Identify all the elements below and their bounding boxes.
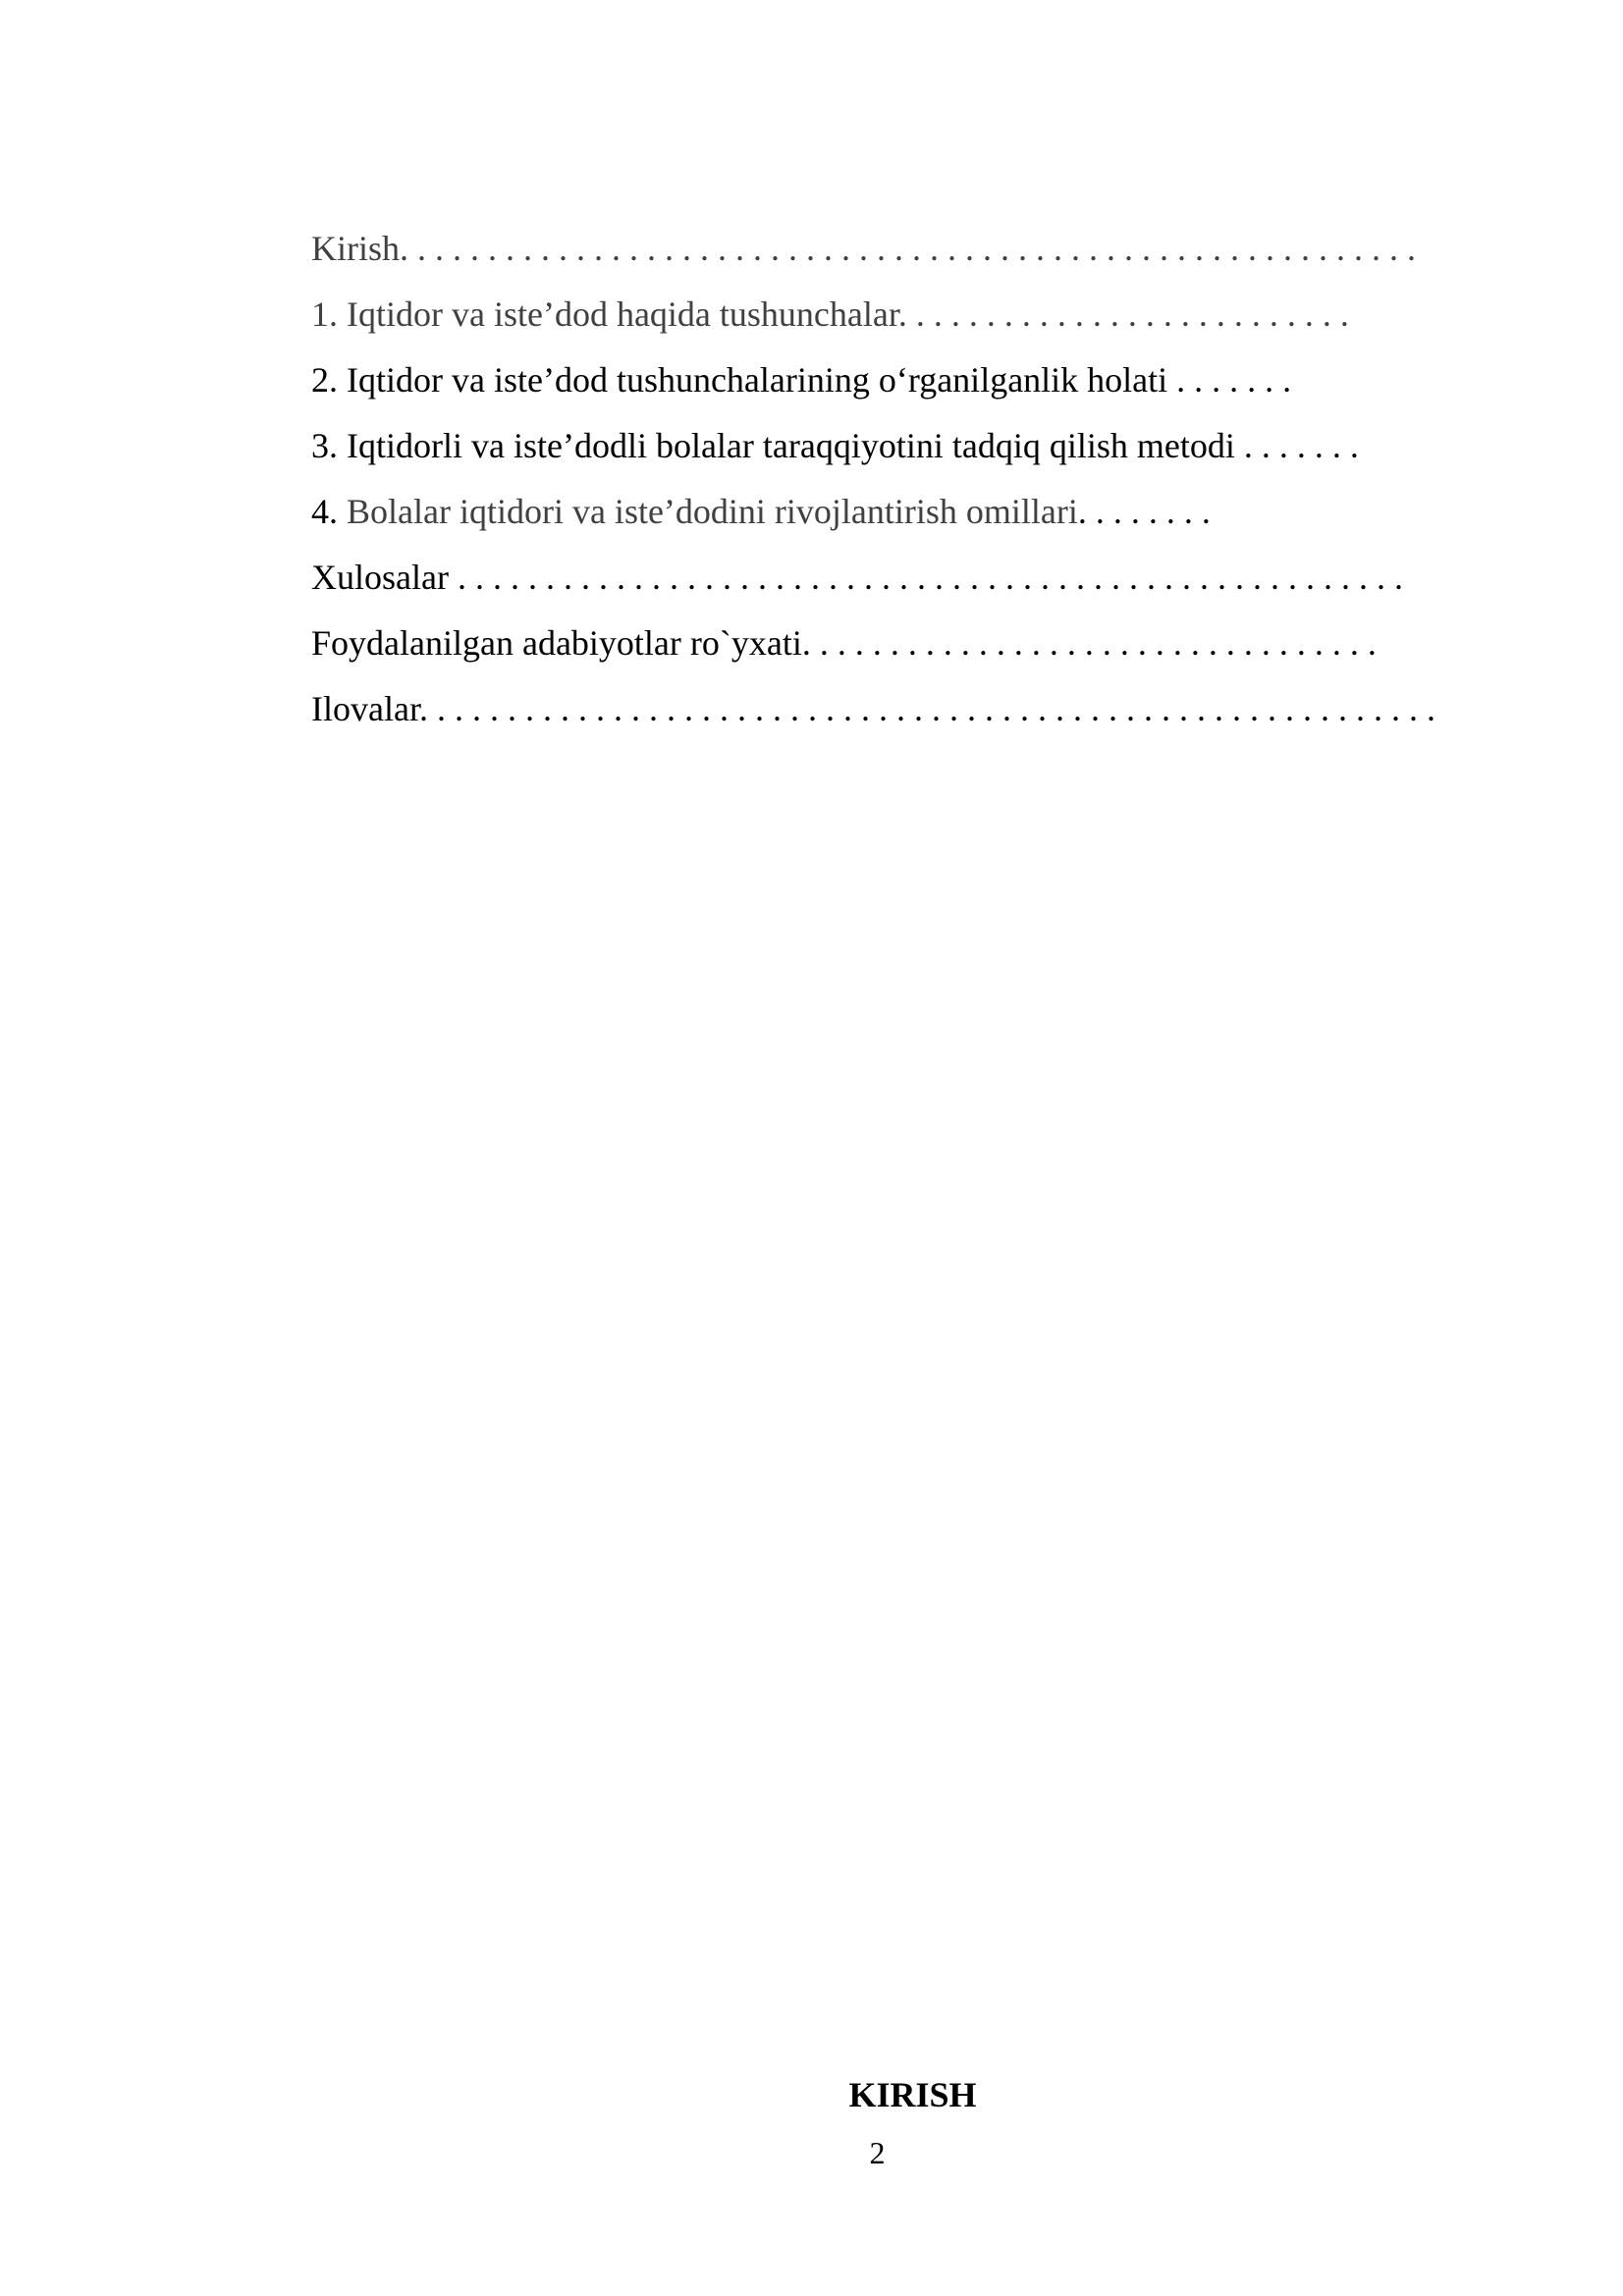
toc-entry-leader: . . . . . . . [1234,426,1359,465]
toc-entry-number: 2. [311,360,338,400]
toc-entry-kirish [311,216,1489,282]
toc-entry-title: Iqtidor va iste’dod haqida tushunchalar [338,294,898,334]
toc-entry-leader: . . . . . . . . . . . . . . . . . . . . . . . . . . . . . . . . . . . . . . . . . . . . . . . . . . . . . . . . . . [400,229,1416,268]
toc-entry-2 [311,347,1489,413]
toc-entry-ilovalar [311,676,1489,742]
toc-entry-title: Bolalar iqtidori va iste’dodini rivojlantirish omillari [338,492,1078,531]
toc-entry-number: 3. [311,426,338,465]
toc-entry-title: Iqtidorli va iste’dodli bolalar taraqqiyotini tadqiq qilish metodi [338,426,1235,465]
section-heading: KIRISH [848,2075,977,2114]
toc-entry-title: Xulosalar [311,558,449,597]
toc-entry-leader: . . . . . . . . . . . . . . . . . . . . . . . . . . . . . . . . . [801,623,1377,663]
page-number: 2 [869,2135,886,2170]
toc-entry-title: Kirish [311,229,400,268]
toc-entry-leader: . . . . . . . [1167,360,1292,400]
toc-entry-leader: . . . . . . . . . . . . . . . . . . . . . . . . . . [897,294,1349,334]
toc-entry-number: 1. [311,294,338,334]
table-of-contents [311,216,1489,742]
toc-entry-leader: . . . . . . . . . . . . . . . . . . . . . . . . . . . . . . . . . . . . . . . . . . . . . . . . . . . . . . [448,558,1403,597]
toc-entry-3 [311,413,1489,479]
toc-entry-xulosalar [311,545,1489,611]
toc-entry-title: Ilovalar [311,689,419,728]
toc-entry-references [311,611,1489,676]
toc-entry-1 [311,282,1489,347]
toc-entry-leader: . . . . . . . . . . . . . . . . . . . . . . . . . . . . . . . . . . . . . . . . . . . . . . . . . . . . . . . . . . [418,689,1435,728]
toc-entry-title: Iqtidor va iste’dod tushunchalarining o‘rganilganlik holati [338,360,1168,400]
toc-entry-4 [311,479,1489,545]
toc-entry-title: Foydalanilgan adabiyotlar ro`yxati [311,623,802,663]
toc-entry-number: 4. [311,492,338,531]
toc-entry-leader: . . . . . . . . [1077,492,1211,531]
